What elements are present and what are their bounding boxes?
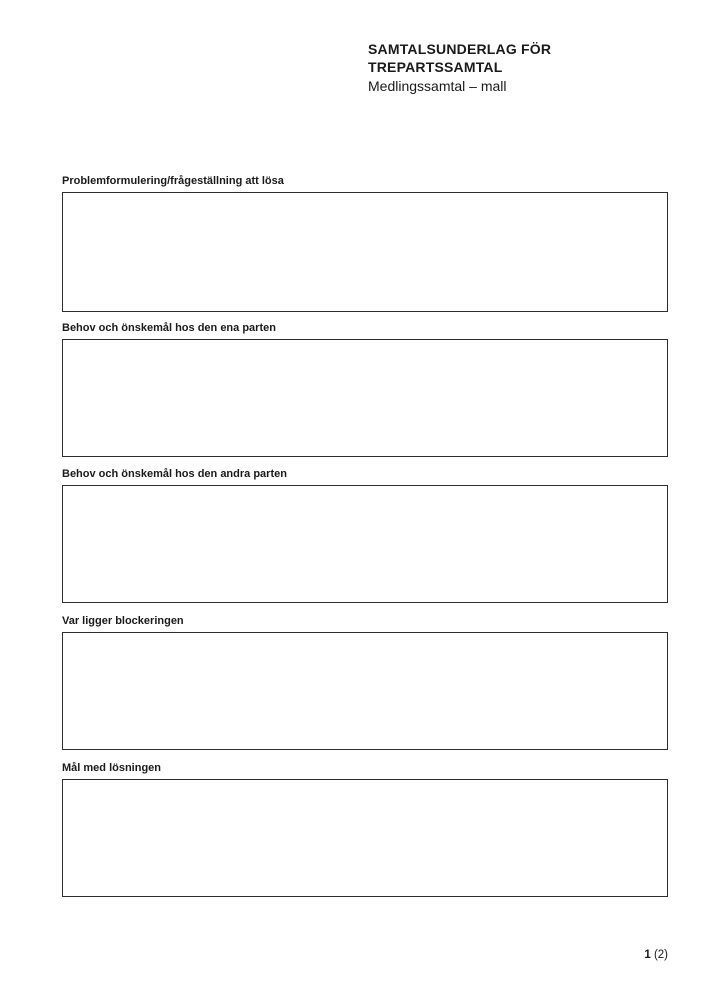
document-subtitle: Medlingssamtal – mall <box>368 78 507 94</box>
form-section-needs-party-one <box>62 322 668 457</box>
page-number-footer <box>644 948 668 962</box>
field-box-needs-party-one[interactable] <box>62 339 668 457</box>
document-title-line-1: SAMTALSUNDERLAG FÖR <box>368 41 552 57</box>
field-box-goal[interactable] <box>62 779 668 897</box>
field-label-goal: Mål med lösningen <box>62 762 162 774</box>
form-section-needs-party-two <box>62 468 668 603</box>
field-label-problem: Problemformulering/frågeställning att lösa <box>62 175 284 187</box>
document-title-line-2: TREPARTSSAMTAL <box>368 59 503 75</box>
field-box-needs-party-two[interactable] <box>62 485 668 603</box>
page-number-current: 1 <box>644 949 651 961</box>
field-label-needs-party-one: Behov och önskemål hos den ena parten <box>62 322 276 334</box>
field-box-blockage[interactable] <box>62 632 668 750</box>
field-label-blockage: Var ligger blockeringen <box>62 615 184 627</box>
form-section-goal <box>62 762 668 897</box>
document-header <box>368 40 668 95</box>
form-section-blockage <box>62 615 668 750</box>
page-number-total: (2) <box>653 949 668 961</box>
field-label-needs-party-two: Behov och önskemål hos den andra parten <box>62 468 287 480</box>
form-section-problem <box>62 175 668 312</box>
field-box-problem[interactable] <box>62 192 668 312</box>
